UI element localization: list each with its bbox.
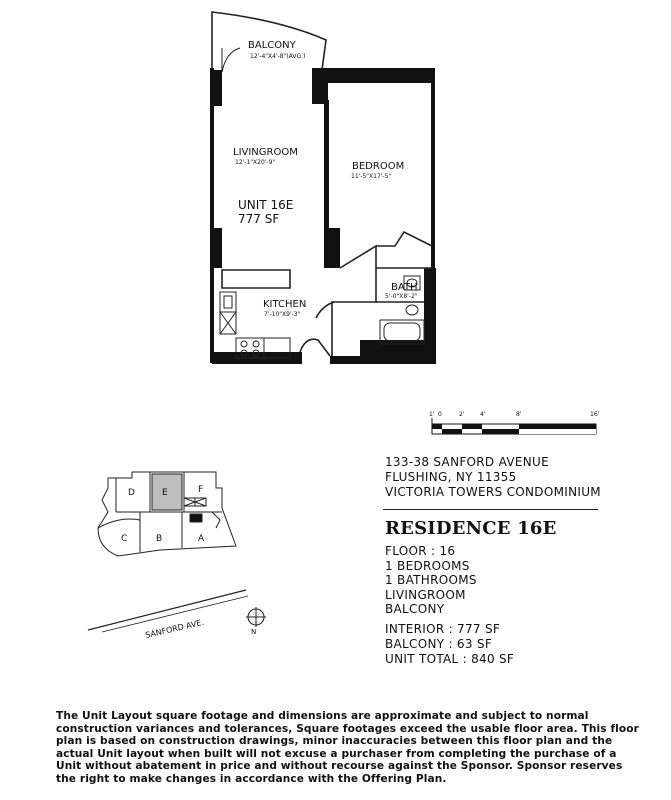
scale-label-4: 4' (480, 411, 486, 418)
key-unit-d: D (128, 488, 135, 498)
livingroom-dims: 12'-1"X20'-9" (235, 159, 276, 166)
residence-specs (385, 544, 477, 617)
key-unit-f: F (198, 485, 204, 495)
livingroom-label: LIVINGROOM (233, 147, 298, 158)
street (88, 590, 248, 640)
key-unit-c: C (121, 534, 128, 544)
balcony-area: BALCONY : 63 SF (385, 637, 493, 651)
residence-areas (385, 622, 514, 667)
disclaimer-line: Unit without abatement in price and without recourse against the Sponsor. Sponsor reserves (56, 760, 623, 773)
unit-area: 777 SF (238, 212, 280, 226)
address-line-3: VICTORIA TOWERS CONDOMINIUM (385, 485, 601, 499)
unit-label: UNIT 16E (238, 198, 294, 212)
disclaimer-line: construction variances and tolerances, Square footages exceed the usable floor area. This floor (56, 722, 639, 735)
scale-label-2: 2' (459, 411, 465, 418)
residence-title: RESIDENCE 16E (385, 518, 557, 539)
kitchen-dims: 7'-10"X9'-3" (264, 311, 301, 318)
bedroom-label: BEDROOM (352, 161, 405, 172)
disclaimer (56, 710, 639, 786)
balcony-dims: 12'-4"X4'-8"(AVG.) (250, 53, 306, 60)
bath-label: BATH (391, 282, 418, 293)
floor-info: FLOOR : 16 (385, 544, 456, 558)
bedroom-dims: 11'-5"X17'-5" (351, 173, 392, 180)
interior-area: INTERIOR : 777 SF (385, 622, 501, 636)
key-unit-e: E (162, 488, 168, 498)
balcony-info: BALCONY (385, 602, 445, 617)
street-label: SANFORD AVE. (144, 617, 205, 640)
address-line-2: FLUSHING, NY 11355 (385, 470, 517, 484)
scale-bar (429, 411, 600, 434)
bedrooms-info: 1 BEDROOMS (385, 558, 470, 573)
key-unit-b: B (156, 534, 163, 544)
key-unit-a: A (198, 534, 205, 544)
north-arrow-icon (246, 607, 266, 636)
disclaimer-line: the right to make changes in accordance with the Offering Plan. (56, 772, 447, 785)
balcony-door-swing (222, 48, 240, 72)
livingroom-info: LIVINGROOM (385, 587, 466, 602)
disclaimer-line: plan is based on construction drawings, minor inaccuracies between this floor plan and the (56, 735, 613, 748)
address-line-1: 133-38 SANFORD AVENUE (385, 455, 549, 469)
north-label: N (251, 628, 257, 636)
bath-dims: 5'-0"X8'-2" (385, 293, 418, 300)
scale-label-1: 1' (429, 411, 435, 418)
kitchen-label: KITCHEN (263, 299, 307, 310)
unit-total-area: UNIT TOTAL : 840 SF (385, 652, 515, 666)
divider (383, 509, 598, 510)
address-block (385, 455, 625, 500)
scale-label-8: 8' (516, 411, 522, 418)
balcony-label: BALCONY (248, 40, 296, 51)
scale-label-0: 0 (438, 411, 442, 418)
disclaimer-line: actual Unit layout when built will not excuse a purchaser from completing the purchase of a (56, 747, 617, 760)
bathrooms-info: 1 BATHROOMS (385, 573, 477, 588)
scale-label-16: 16' (590, 411, 600, 418)
disclaimer-line: The Unit Layout square footage and dimensions are approximate and subject to normal (56, 710, 589, 722)
